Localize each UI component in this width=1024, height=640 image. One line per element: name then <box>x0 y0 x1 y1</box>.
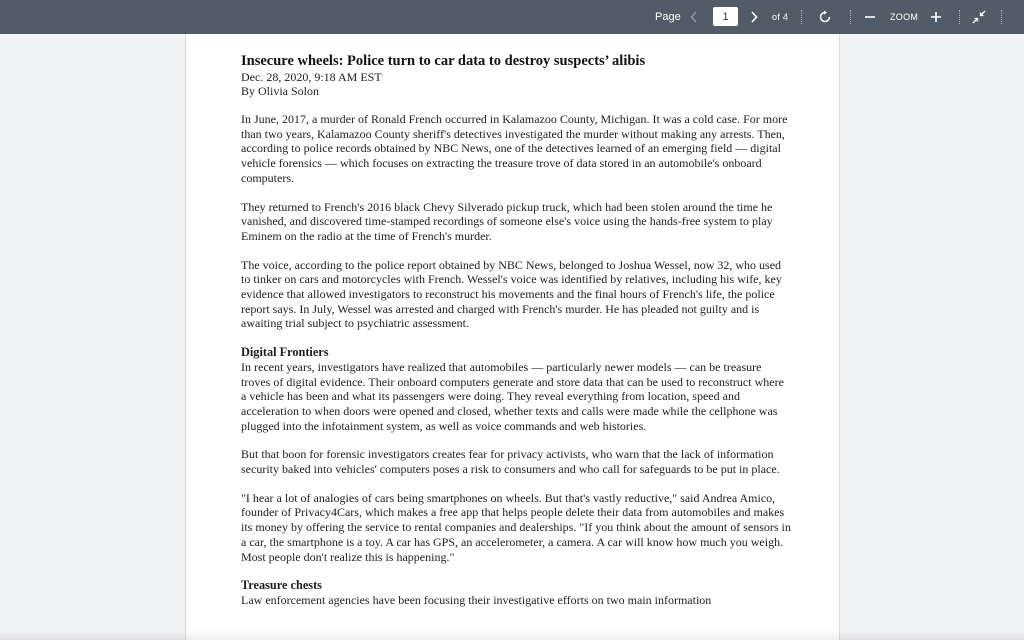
article-paragraph: But that boon for forensic investigators creates fear for privacy activists, who warn that the lack of information security baked into vehicles' computers poses a risk to consumers and who call for safeguards to be put in place. <box>241 447 780 477</box>
page-label: Page <box>655 11 681 23</box>
article-paragraph: "I hear a lot of analogies of cars being smartphones on wheels. But that's vastly reductive," said Andrea Amico, founder of Privacy4Cars, which makes a free app that helps people delete their data from automobiles and makes its money by offering the service to rental companies and dealerships. "If you think about the amount of sensors in a car, the smartphone is a toy. A car has GPS, an accelerometer, a camera. A car will know how much you weigh. Most people don't realize this is happening." <box>241 490 791 564</box>
rotate-icon[interactable] <box>817 0 833 34</box>
article-paragraph: Law enforcement agencies have been focusing their investigative efforts on two main information <box>241 592 712 607</box>
plus-icon[interactable] <box>928 0 944 34</box>
page-number-input[interactable] <box>713 7 738 26</box>
toolbar-divider <box>1001 10 1002 24</box>
toolbar-divider <box>801 10 802 24</box>
article-paragraph: They returned to French's 2016 black Chevy Silverado pickup truck, which had been stolen around the time he vanished, and discovered time-stamped recordings of someone else's voice using the hands-free system to play Eminem on the radio at the time of French's murder. <box>241 199 773 243</box>
article-paragraph: In recent years, investigators have realized that automobiles — particularly newer models — can be treasure troves of digital evidence. Their onboard computers generate and store data that can be used to reconstruct where a vehicle has been and what its passengers were doing. They reveal everything from location, speed and acceleration to when doors were opened and closed, whether texts and calls were made while the cellphone was plugged into the infotainment system, as well as voice commands and web histories. <box>241 359 784 433</box>
pdf-toolbar <box>0 0 1024 34</box>
article <box>241 53 791 608</box>
chevron-left-icon[interactable] <box>686 0 702 34</box>
toolbar-divider <box>850 10 851 24</box>
article-paragraph: The voice, according to the police report obtained by NBC News, belonged to Joshua Wessel, now 32, who used to tinker on cars and motorcycles with French. Wessel's voice was identified by relatives, including his wife, key evidence that allowed investigators to reconstruct his movements and the final hours of French's life, the police report says. In July, Wessel was arrested and charged with French's murder. He has pleaded not guilty and is awaiting trial subject to psychiatric assessment. <box>241 257 782 331</box>
zoom-label: ZOOM <box>890 12 919 22</box>
section-heading: Digital Frontiers <box>241 345 329 360</box>
article-title: Insecure wheels: Police turn to car data to destroy suspects’ alibis <box>241 53 646 69</box>
minus-icon[interactable] <box>862 0 878 34</box>
collapse-icon[interactable] <box>971 0 987 34</box>
toolbar-divider <box>959 10 960 24</box>
article-byline: By Olivia Solon <box>241 84 320 98</box>
section-heading: Treasure chests <box>241 578 322 593</box>
article-date: Dec. 28, 2020, 9:18 AM EST <box>241 70 382 84</box>
page-count: of 4 <box>772 12 789 22</box>
pdf-page <box>185 34 840 640</box>
chevron-right-icon[interactable] <box>746 0 762 34</box>
article-paragraph: In June, 2017, a murder of Ronald French occurred in Kalamazoo County, Michigan. It was a cold case. For more than two years, Kalamazoo County sheriff's detectives investigated the murder without making any arrests. Then, according to police records obtained by NBC News, one of the detectives learned of an emerging field — digital vehicle forensics — which focuses on extracting the treasure trove of data stored in an automobile's onboard computers. <box>241 112 788 185</box>
